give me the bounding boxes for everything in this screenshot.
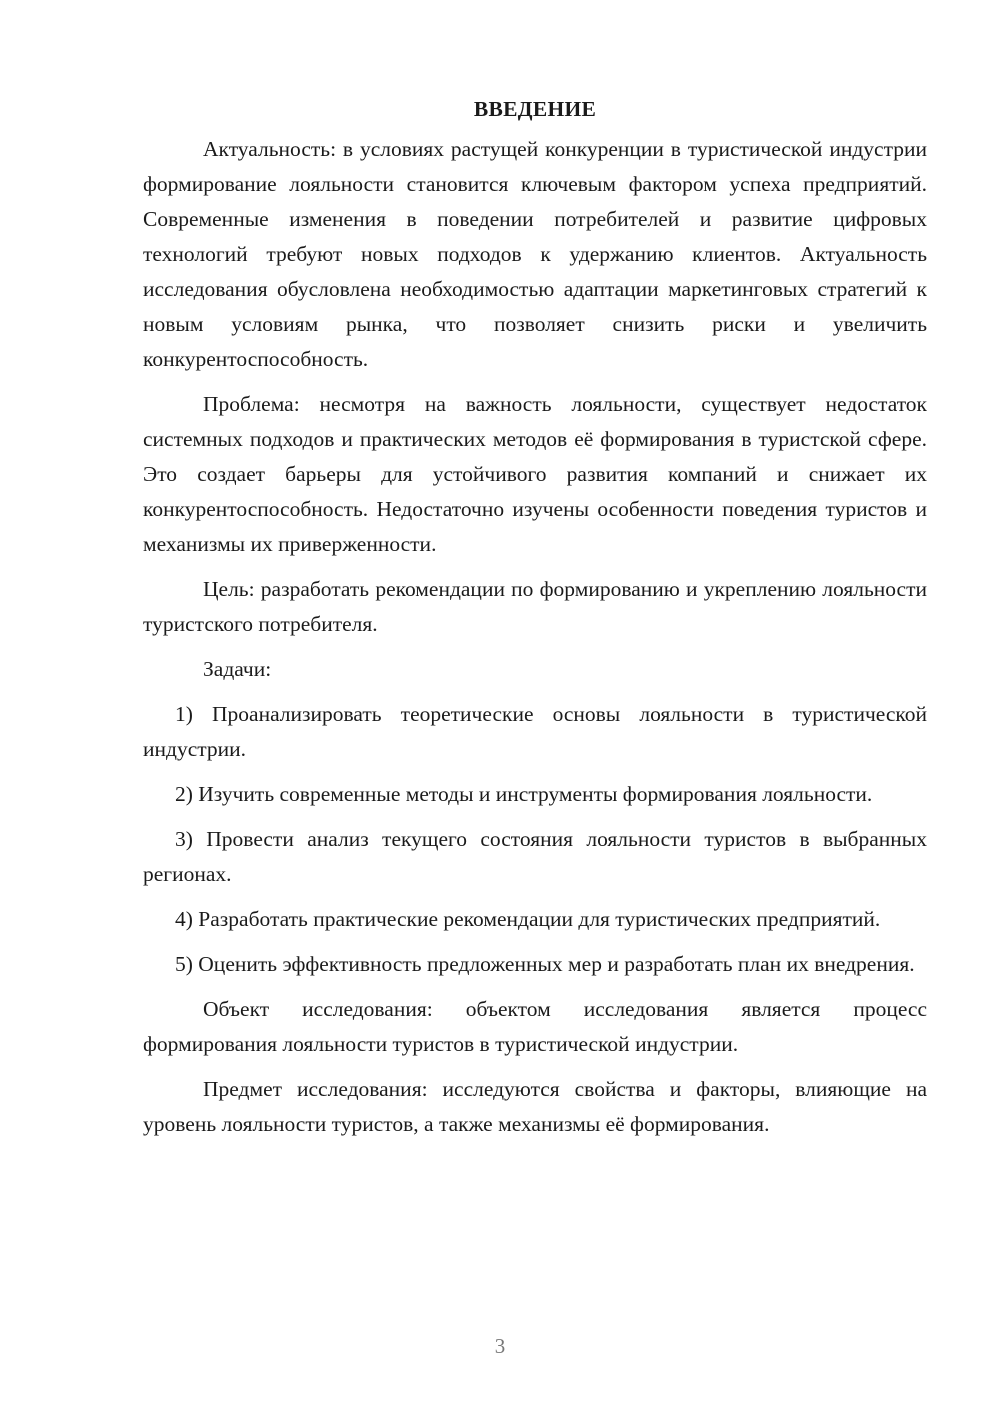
page-title: ВВЕДЕНИЕ	[473, 97, 597, 121]
goal-paragraph: Цель: разработать рекомендации по формированию и укреплению лояльности туристского потребителя.	[143, 577, 927, 636]
tasks-heading: Задачи:	[203, 657, 272, 681]
task-item: 5) Оценить эффективность предложенных мер и разработать план их внедрения.	[175, 952, 915, 976]
subject-paragraph: Предмет исследования: исследуются свойства и факторы, влияющие на уровень лояльности туристов, а также механизмы её формирования.	[143, 1077, 927, 1136]
problem-paragraph: Проблема: несмотря на важность лояльности, существует недостаток системных подходов и практических методов её формирования в туристской сфере. Это создает барьеры для устойчивого развития компаний и снижает их конкурентоспособность. Недостаточно изучены особенности поведения туристов и механизмы их приверженности.	[143, 392, 927, 556]
task-item: 1) Проанализировать теоретические основы лояльности в туристической индустрии.	[143, 702, 927, 761]
document-body	[143, 92, 927, 1142]
page-number: 3	[494, 1334, 506, 1358]
task-item: 3) Провести анализ текущего состояния лояльности туристов в выбранных регионах.	[143, 827, 927, 886]
relevance-paragraph: Актуальность: в условиях растущей конкуренции в туристической индустрии формирование лояльности становится ключевым фактором успеха предприятий. Современные изменения в поведении потребителей и развитие цифровых технологий требуют новых подходов к удержанию клиентов. Актуальность исследования обусловлена необходимостью адаптации маркетинговых стратегий к новым условиям рынка, что позволяет снизить риски и увеличить конкурентоспособность.	[143, 137, 927, 371]
object-paragraph: Объект исследования: объектом исследования является процесс формирования лояльности туристов в туристической индустрии.	[143, 997, 927, 1056]
task-item: 2) Изучить современные методы и инструменты формирования лояльности.	[175, 782, 873, 806]
task-item: 4) Разработать практические рекомендации для туристических предприятий.	[175, 907, 881, 931]
